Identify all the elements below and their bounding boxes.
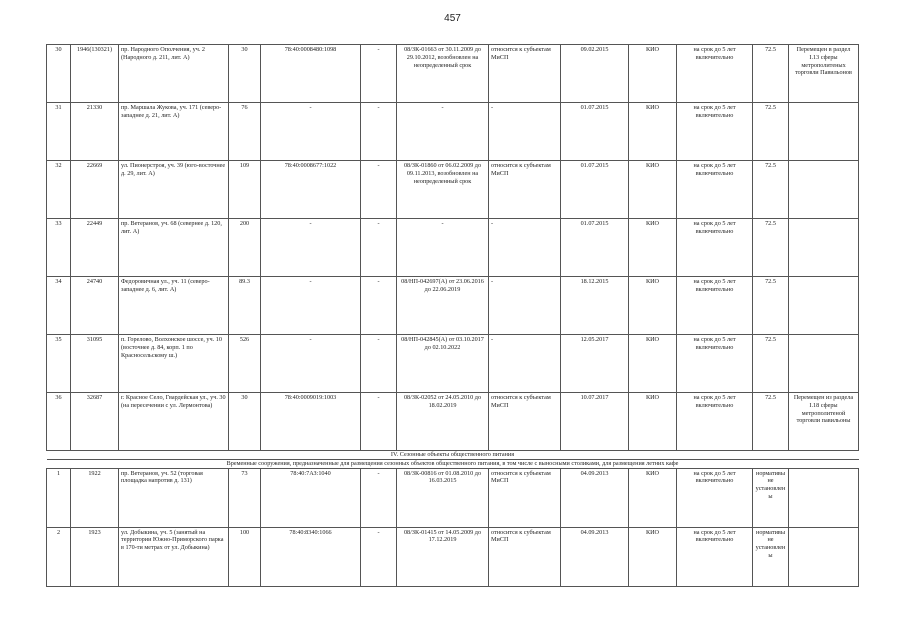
cell-date: 01.07.2015 xyxy=(561,103,629,161)
cell-date: 04.09.2013 xyxy=(561,527,629,586)
cell-address: пр. Ветеранов, уч. 52 (торговая площадка напротив д. 131) xyxy=(119,468,229,527)
cell-owner: - xyxy=(489,277,561,335)
cell-date: 01.07.2015 xyxy=(561,161,629,219)
cell-note xyxy=(789,468,859,527)
cell-period: на срок до 5 лет включительно xyxy=(677,277,753,335)
cell-owner: - xyxy=(489,103,561,161)
cell-code: 72.5 xyxy=(753,103,789,161)
cell-owner: относится к субъектам МиСП xyxy=(489,393,561,451)
cell-cadastral: - xyxy=(261,277,361,335)
cell-dash: - xyxy=(361,468,397,527)
cell-period: на срок до 5 лет включительно xyxy=(677,335,753,393)
cell-owner: относится к субъектам МиСП xyxy=(489,468,561,527)
cell-type: КИО xyxy=(629,45,677,103)
table-row xyxy=(47,45,859,103)
cell-period: на срок до 5 лет включительно xyxy=(677,161,753,219)
table-row xyxy=(47,468,859,527)
cell-code: 72.5 xyxy=(753,219,789,277)
cell-number: 2 xyxy=(47,527,71,586)
cell-type: КИО xyxy=(629,161,677,219)
table-row xyxy=(47,393,859,451)
cell-area: 526 xyxy=(229,335,261,393)
cell-cadastral: 78:40:7АЗ:1040 xyxy=(261,468,361,527)
cell-code: 72.5 xyxy=(753,335,789,393)
cell-contract: 08/НП-042697(А) от 23.06.2016 до 22.06.2019 xyxy=(397,277,489,335)
cell-area: 200 xyxy=(229,219,261,277)
cell-number: 34 xyxy=(47,277,71,335)
cell-dash: - xyxy=(361,103,397,161)
cell-note: Перемещен из раздела I.18 сферы метрополитеной торговли павильоны xyxy=(789,393,859,451)
cell-note xyxy=(789,335,859,393)
cell-code: 72.5 xyxy=(753,161,789,219)
cell-dash: - xyxy=(361,161,397,219)
cell-id: 1923 xyxy=(71,527,119,586)
cell-type: КИО xyxy=(629,393,677,451)
cell-note xyxy=(789,219,859,277)
cell-code: нормативы не установлены xyxy=(753,527,789,586)
cell-date: 10.07.2017 xyxy=(561,393,629,451)
section-subtitle: Временные сооружения, предназначенные для размещения сезонных объектов общественного питания, в том числе с выносными столиками, для размещения летних кафе xyxy=(47,459,859,468)
cell-id: 1922 xyxy=(71,468,119,527)
section-header xyxy=(47,451,859,469)
cell-area: 73 xyxy=(229,468,261,527)
cell-dash: - xyxy=(361,335,397,393)
table-row xyxy=(47,219,859,277)
table-row xyxy=(47,527,859,586)
cell-date: 01.07.2015 xyxy=(561,219,629,277)
cell-date: 04.09.2013 xyxy=(561,468,629,527)
cell-type: КИО xyxy=(629,335,677,393)
cell-type: КИО xyxy=(629,468,677,527)
cell-code: 72.5 xyxy=(753,393,789,451)
cell-note xyxy=(789,161,859,219)
cell-number: 32 xyxy=(47,161,71,219)
cell-id: 1946(130321) xyxy=(71,45,119,103)
cell-area: 76 xyxy=(229,103,261,161)
cell-dash: - xyxy=(361,45,397,103)
cell-cadastral: 78:40:8340:1066 xyxy=(261,527,361,586)
cell-id: 22669 xyxy=(71,161,119,219)
cell-number: 30 xyxy=(47,45,71,103)
cell-period: на срок до 5 лет включительно xyxy=(677,393,753,451)
table-row xyxy=(47,277,859,335)
cell-contract: 08/ЗК-00816 от 01.08.2010 до 16.03.2015 xyxy=(397,468,489,527)
cell-period: на срок до 5 лет включительно xyxy=(677,45,753,103)
cell-contract: 08/ЗК-01860 от 06.02.2009 до 09.11.2013, возобновлен на неопределенный срок xyxy=(397,161,489,219)
table-body-top xyxy=(47,45,859,451)
cell-code: 72.5 xyxy=(753,45,789,103)
cell-note xyxy=(789,103,859,161)
cell-address: пр. Ветеранов, уч. 68 (севернее д. 120, лит. А) xyxy=(119,219,229,277)
cell-contract: - xyxy=(397,219,489,277)
registry-table xyxy=(46,44,859,587)
cell-type: КИО xyxy=(629,103,677,161)
cell-contract: 08/ЗК-01415 от 14.05.2009 до 17.12.2019 xyxy=(397,527,489,586)
cell-number: 31 xyxy=(47,103,71,161)
cell-address: Федоровичная ул., уч. 11 (северо-западнее д. 6, лит. А) xyxy=(119,277,229,335)
cell-contract: - xyxy=(397,103,489,161)
cell-area: 100 xyxy=(229,527,261,586)
cell-number: 36 xyxy=(47,393,71,451)
cell-area: 30 xyxy=(229,45,261,103)
cell-cadastral: 78:40:0008677:1022 xyxy=(261,161,361,219)
cell-period: на срок до 5 лет включительно xyxy=(677,219,753,277)
cell-note xyxy=(789,277,859,335)
cell-date: 09.02.2015 xyxy=(561,45,629,103)
cell-owner: - xyxy=(489,335,561,393)
table-row xyxy=(47,161,859,219)
cell-cadastral: 78:40:0009019:1003 xyxy=(261,393,361,451)
cell-date: 12.05.2017 xyxy=(561,335,629,393)
cell-number: 35 xyxy=(47,335,71,393)
cell-type: КИО xyxy=(629,219,677,277)
cell-id: 32687 xyxy=(71,393,119,451)
cell-dash: - xyxy=(361,393,397,451)
cell-owner: относится к субъектам МиСП xyxy=(489,45,561,103)
cell-note: Перемещен в раздел I.13 сферы метрополитеных торговли Павильонов xyxy=(789,45,859,103)
cell-address: п. Горелово, Волхонское шоссе, уч. 10 (восточнее д. 84, корп. 1 по Красносельскому ш.) xyxy=(119,335,229,393)
cell-dash: - xyxy=(361,219,397,277)
cell-period: на срок до 5 лет включительно xyxy=(677,468,753,527)
cell-code: 72.5 xyxy=(753,277,789,335)
cell-code: нормативы не установлены xyxy=(753,468,789,527)
cell-id: 24740 xyxy=(71,277,119,335)
cell-number: 33 xyxy=(47,219,71,277)
cell-owner: - xyxy=(489,219,561,277)
cell-area: 30 xyxy=(229,393,261,451)
cell-address: г. Красное Село, Гвардейская ул., уч. 30 (на пересечении с ул. Лермонтова) xyxy=(119,393,229,451)
section-title: IV. Сезонные объекты общественного питания xyxy=(47,451,859,460)
cell-cadastral: - xyxy=(261,103,361,161)
cell-period: на срок до 5 лет включительно xyxy=(677,527,753,586)
cell-id: 22449 xyxy=(71,219,119,277)
table-row xyxy=(47,103,859,161)
cell-area: 109 xyxy=(229,161,261,219)
cell-contract: 08/ЗК-02052 от 24.05.2010 до 18.02.2019 xyxy=(397,393,489,451)
cell-cadastral: - xyxy=(261,219,361,277)
table-row xyxy=(47,335,859,393)
cell-note xyxy=(789,527,859,586)
cell-cadastral: - xyxy=(261,335,361,393)
cell-address: пр. Маршала Жукова, уч. 171 (северо-западнее д. 21, лит. А) xyxy=(119,103,229,161)
cell-address: ул. Добыкина, уч. 5 (занятый на территории Южно-Приморского парка в 170-ти метрах от ул. Добыкина) xyxy=(119,527,229,586)
table-body-bottom xyxy=(47,468,859,586)
cell-id: 31095 xyxy=(71,335,119,393)
cell-contract: 08/НП-042845(А) от 03.10.2017 до 02.10.2022 xyxy=(397,335,489,393)
page-number: 457 xyxy=(444,13,461,24)
cell-address: пр. Народного Ополчения, уч. 2 (Народного д. 211, лит. А) xyxy=(119,45,229,103)
cell-type: КИО xyxy=(629,277,677,335)
cell-type: КИО xyxy=(629,527,677,586)
cell-date: 18.12.2015 xyxy=(561,277,629,335)
cell-cadastral: 78:40:0008480:1098 xyxy=(261,45,361,103)
cell-owner: относится к субъектам МиСП xyxy=(489,527,561,586)
cell-number: 1 xyxy=(47,468,71,527)
cell-area: 89.3 xyxy=(229,277,261,335)
cell-id: 21330 xyxy=(71,103,119,161)
cell-dash: - xyxy=(361,527,397,586)
cell-address: ул. Пионерстроя, уч. 39 (юго-восточнее д. 29, лит. А) xyxy=(119,161,229,219)
cell-dash: - xyxy=(361,277,397,335)
cell-period: на срок до 5 лет включительно xyxy=(677,103,753,161)
cell-contract: 08/ЗК-01663 от 30.11.2009 до 29.10.2012, возобновлен на неопределенный срок xyxy=(397,45,489,103)
cell-owner: относится к субъектам МиСП xyxy=(489,161,561,219)
